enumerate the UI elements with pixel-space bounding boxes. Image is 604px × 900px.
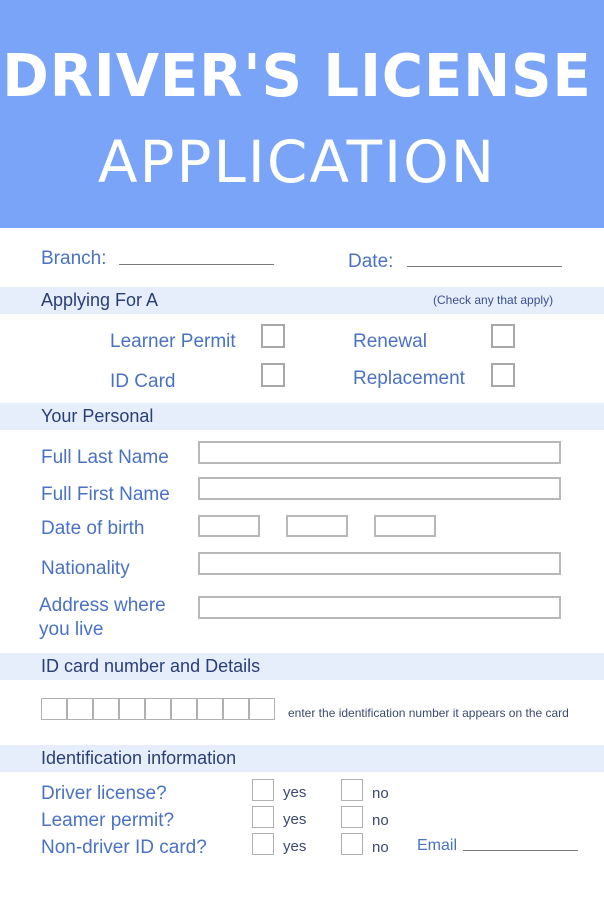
driver-license-yes-label: yes (283, 784, 307, 801)
email-field[interactable] (463, 850, 578, 851)
id-digit-cell[interactable] (249, 698, 275, 720)
non-driver-id-yes-label: yes (283, 838, 307, 855)
driver-license-yes-checkbox[interactable] (252, 779, 274, 801)
option-renewal-label: Renewal (353, 331, 427, 352)
id-card-checkbox[interactable] (261, 363, 285, 387)
id-digit-cell[interactable] (171, 698, 197, 720)
non-driver-id-question: Non-driver ID card? (41, 837, 207, 858)
option-id-card-label: ID Card (110, 371, 176, 392)
applying-note: (Check any that apply) (433, 293, 554, 307)
full-first-name-input[interactable] (198, 477, 561, 500)
email-label: Email (417, 837, 458, 854)
date-field[interactable] (407, 266, 562, 267)
section-identification-heading: Identification information (41, 748, 237, 768)
non-driver-id-yes-checkbox[interactable] (252, 833, 274, 855)
renewal-checkbox[interactable] (491, 324, 515, 348)
dob-month-input[interactable] (286, 515, 348, 537)
id-digit-cell[interactable] (119, 698, 145, 720)
id-digit-cell[interactable] (223, 698, 249, 720)
id-digit-cell[interactable] (197, 698, 223, 720)
learner-permit-yes-checkbox[interactable] (252, 806, 274, 828)
branch-field[interactable] (119, 264, 274, 265)
id-digit-cell[interactable] (145, 698, 171, 720)
address-input[interactable] (198, 596, 561, 619)
section-applying-heading: Applying For A (41, 290, 159, 310)
non-driver-id-no-checkbox[interactable] (341, 833, 363, 855)
id-digit-cell[interactable] (67, 698, 93, 720)
form-title: DRIVER'S LICENSE (2, 42, 592, 111)
id-digit-cell[interactable] (93, 698, 119, 720)
id-number-cells (41, 698, 275, 720)
driver-license-no-checkbox[interactable] (341, 779, 363, 801)
address-label-line2: you live (39, 619, 104, 640)
driver-license-no-label: no (372, 785, 389, 802)
date-of-birth-label: Date of birth (41, 518, 145, 539)
driver-license-question: Driver license? (41, 783, 167, 804)
learner-permit-yes-label: yes (283, 811, 307, 828)
learner-permit-no-label: no (372, 812, 389, 829)
learner-permit-no-checkbox[interactable] (341, 806, 363, 828)
replacement-checkbox[interactable] (491, 363, 515, 387)
nationality-input[interactable] (198, 552, 561, 575)
learner-permit-question: Leamer permit? (41, 810, 175, 831)
address-label-line1: Address where (39, 595, 166, 616)
full-first-name-label: Full First Name (41, 484, 170, 505)
id-digit-cell[interactable] (41, 698, 67, 720)
option-replacement-label: Replacement (353, 368, 465, 389)
non-driver-id-no-label: no (372, 839, 389, 856)
full-last-name-label: Full Last Name (41, 447, 169, 468)
dob-year-input[interactable] (374, 515, 436, 537)
option-learner-permit-label: Learner Permit (110, 331, 236, 352)
dob-day-input[interactable] (198, 515, 260, 537)
full-last-name-input[interactable] (198, 441, 561, 464)
learner-permit-checkbox[interactable] (261, 324, 285, 348)
date-label: Date: (348, 251, 394, 272)
section-personal-heading: Your Personal (41, 406, 154, 426)
section-id-card-heading: ID card number and Details (41, 656, 261, 676)
form-subtitle: APPLICATION (97, 128, 497, 196)
nationality-label: Nationality (41, 558, 130, 579)
branch-label: Branch: (41, 248, 107, 269)
id-card-note: enter the identification number it appears on the card (288, 706, 569, 720)
